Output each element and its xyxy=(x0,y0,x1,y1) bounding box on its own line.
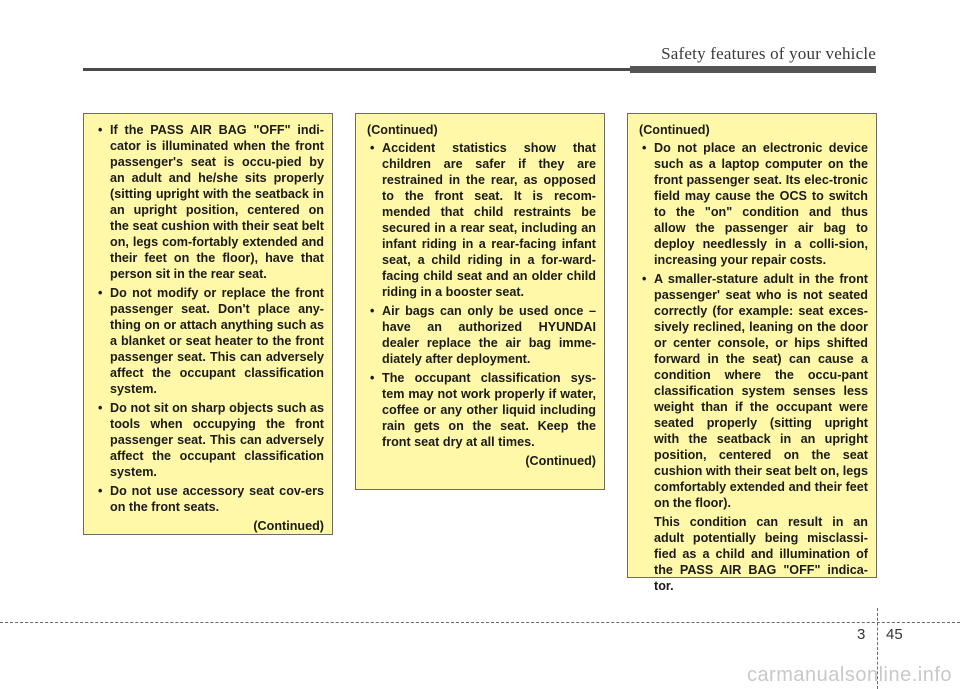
warning-item: • Air bags can only be used once – have an authorized HYUNDAI dealer replace the air bag imme-diately after deployment. xyxy=(370,304,596,366)
warning-item: • The occupant classification sys-tem may not work properly if water, coffee or any other liquid including rain gets on the seat. Keep the front seat dry at all times. xyxy=(370,371,596,449)
bullet-icon: • xyxy=(98,484,103,498)
warning-box-1 xyxy=(83,113,333,535)
continued-label: (Continued) xyxy=(253,519,324,533)
warning-item: • Do not sit on sharp objects such as tools when occupying the front passenger seat. This can adversely affect the occupant classification system. xyxy=(98,401,324,479)
bullet-icon: • xyxy=(98,401,103,415)
page-number: 45 xyxy=(886,626,903,643)
bullet-icon: • xyxy=(642,141,647,155)
bullet-icon: • xyxy=(370,304,375,318)
continued-label: (Continued) xyxy=(367,123,438,137)
warning-box-3 xyxy=(627,113,877,593)
footer-rule xyxy=(0,622,960,623)
watermark: carmanualsonline.info xyxy=(746,664,952,686)
header-rule-accent xyxy=(630,66,876,73)
bullet-icon: • xyxy=(642,272,647,286)
bullet-icon: • xyxy=(98,123,103,137)
warning-item: • Accident statistics show that children are safer if they are restrained in the rear, as opposed to the front seat. It is recom-mended that child restraints be secured in a rear seat, including an infant riding in a rear-facing infant seat, a child riding in a for-ward-facing child seat and an older child riding in a booster seat. xyxy=(370,141,596,299)
warning-item: • Do not place an electronic device such as a laptop computer on the front passenger seat. Its elec-tronic field may cause the OCS to switch to the "on" condition and thus allow the passenger air bag to deploy needlessly in a colli-sion, increasing your repair costs. xyxy=(642,141,868,267)
warning-item: • A smaller-stature adult in the front passenger' seat who is not seated correctly (for example: seat exces-sively reclined, leaning on the door or center console, or hips shifted forward in the seat) can cause a condition where the occu-pant classification system senses less weight than if the occupant were seated properly (sitting upright with the seatback in an upright position, centered on the seat cushion with their seat belt on, legs comfortably extended and their feet on the floor). xyxy=(642,272,868,510)
warning-item: • Do not modify or replace the front passenger seat. Don't place any-thing on or attach anything such as a blanket or seat heater to the front passenger seat. This can adversely affect the occupant classification system. xyxy=(98,286,324,396)
chapter-number: 3 xyxy=(857,626,866,643)
bullet-icon: • xyxy=(370,141,375,155)
warning-box-2 xyxy=(355,113,605,490)
continued-label: (Continued) xyxy=(639,123,710,137)
page-header-title: Safety features of your vehicle xyxy=(661,44,876,63)
warning-item: • Do not use accessory seat cov-ers on the front seats. xyxy=(98,484,324,514)
continued-label: (Continued) xyxy=(525,454,596,468)
warning-paragraph: This condition can result in an adult potentially being misclassi-fied as a child and illumination of the PASS AIR BAG "OFF" indica-tor. xyxy=(654,515,868,593)
bullet-icon: • xyxy=(98,286,103,300)
bullet-icon: • xyxy=(370,371,375,385)
warning-item: • If the PASS AIR BAG "OFF" indi-cator is illuminated when the front passenger's seat is occu-pied by an adult and he/she sits properly (sitting upright with the seatback in an upright position, centered on the seat cushion with their seat belt on, legs com-fortably extended and their feet on the floor), have that person sit in the rear seat. xyxy=(98,123,324,281)
